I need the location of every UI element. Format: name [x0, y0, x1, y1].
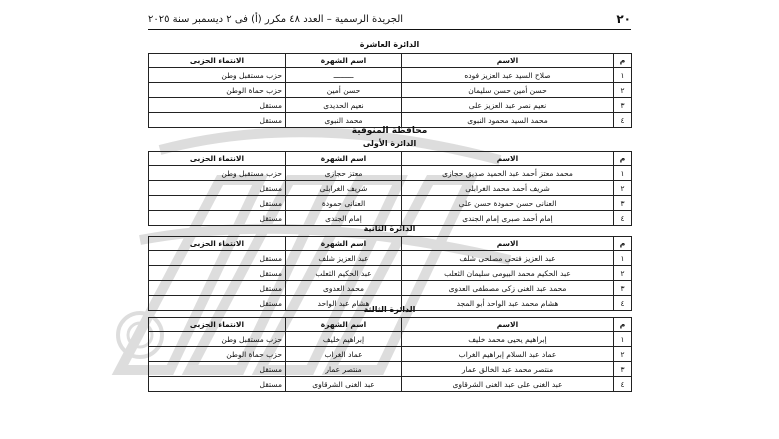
table-header-row — [149, 237, 632, 251]
col-party-header: الانتماء الحزبى — [149, 318, 286, 332]
row-name: هشام محمد عبد الواحد أبو المجد — [402, 296, 614, 311]
row-num: ٤ — [614, 211, 632, 226]
header-rule — [148, 29, 631, 30]
table-row — [149, 281, 632, 296]
row-party: حزب مستقبل وطن — [149, 332, 286, 347]
col-nickname-header: اسم الشهرة — [286, 318, 402, 332]
row-name: منتصر محمد عبد الخالق عمار — [402, 362, 614, 377]
row-party: مستقل — [149, 211, 286, 226]
col-name-header: الاسم — [402, 54, 614, 68]
district-title: الدائرة الثالثة — [363, 305, 416, 314]
governorate-title: محافظة المنوفية — [351, 126, 428, 136]
table-row — [149, 377, 632, 392]
row-name: إبراهيم يحيى محمد خليف — [402, 332, 614, 347]
row-party: مستقل — [149, 113, 286, 128]
row-num: ١ — [614, 166, 632, 181]
page-number: ٢٠ — [616, 12, 631, 26]
row-name: محمد عبد الغنى زكى مصطفى العدوى — [402, 281, 614, 296]
row-nickname: إمام الجندى — [286, 211, 402, 226]
row-name: شريف أحمد محمد الغرابلى — [402, 181, 614, 196]
row-name: حسن أمين حسن سليمان — [402, 83, 614, 98]
table-row — [149, 251, 632, 266]
gazette-title: الجريدة الرسمية – العدد ٤٨ مكرر (أ) فى ٢ ديسمبر سنة ٢٠٢٥ — [148, 13, 404, 25]
candidates-table — [148, 317, 632, 392]
row-name: عبد الحكيم محمد البيومى سليمان الثعلب — [402, 266, 614, 281]
col-party-header: الانتماء الحزبى — [149, 152, 286, 166]
row-num: ٣ — [614, 362, 632, 377]
col-nickname-header: اسم الشهرة — [286, 237, 402, 251]
row-nickname: إبراهيم خليف — [286, 332, 402, 347]
table-row — [149, 332, 632, 347]
candidates-table — [148, 151, 632, 226]
row-num: ٤ — [614, 113, 632, 128]
row-nickname: منتصر عمار — [286, 362, 402, 377]
row-name: صلاح السيد عبد العزيز فوده — [402, 68, 614, 83]
row-num: ٣ — [614, 196, 632, 211]
table-header-row — [149, 318, 632, 332]
row-party: حزب حماة الوطن — [149, 347, 286, 362]
row-party: مستقل — [149, 362, 286, 377]
row-party: حزب مستقبل وطن — [149, 166, 286, 181]
row-num: ٣ — [614, 281, 632, 296]
col-nickname-header: اسم الشهرة — [286, 152, 402, 166]
row-num: ٤ — [614, 377, 632, 392]
row-nickname: عبد الحكيم الثعلب — [286, 266, 402, 281]
row-num: ١ — [614, 68, 632, 83]
row-nickname: شريف الغرابلى — [286, 181, 402, 196]
row-name: نعيم نصر عبد العزيز على — [402, 98, 614, 113]
row-num: ١ — [614, 251, 632, 266]
table-row — [149, 347, 632, 362]
row-party: مستقل — [149, 377, 286, 392]
row-nickname: عماد الغراب — [286, 347, 402, 362]
row-party: مستقل — [149, 281, 286, 296]
row-nickname: ـــــــــ — [286, 68, 402, 83]
table-row — [149, 181, 632, 196]
row-nickname: عبد العزيز شلف — [286, 251, 402, 266]
row-name: محمد معتز أحمد عبد الحميد صديق حجازى — [402, 166, 614, 181]
row-party: مستقل — [149, 251, 286, 266]
row-name: عبد العزيز فتحى مصلحى شلف — [402, 251, 614, 266]
row-name: إمام أحمد صبرى إمام الجندى — [402, 211, 614, 226]
table-header-row — [149, 54, 632, 68]
row-nickname: معتز حجازى — [286, 166, 402, 181]
col-num-header: م — [614, 237, 632, 251]
row-name: عماد عبد السلام إبراهيم الغراب — [402, 347, 614, 362]
row-name: محمد السيد محمود النبوى — [402, 113, 614, 128]
table-row — [149, 98, 632, 113]
col-name-header: الاسم — [402, 152, 614, 166]
row-party: مستقل — [149, 296, 286, 311]
row-party: حزب حماة الوطن — [149, 83, 286, 98]
district-title: الدائرة الأولى — [362, 139, 417, 148]
row-nickname: نعيم الحديدى — [286, 98, 402, 113]
row-nickname: محمد النبوى — [286, 113, 402, 128]
col-party-header: الانتماء الحزبى — [149, 54, 286, 68]
col-name-header: الاسم — [402, 318, 614, 332]
table-row — [149, 68, 632, 83]
table-header-row — [149, 152, 632, 166]
row-party: مستقل — [149, 266, 286, 281]
row-num: ٤ — [614, 296, 632, 311]
table-row — [149, 83, 632, 98]
district-title: الدائرة الثانية — [363, 224, 416, 233]
row-num: ٢ — [614, 83, 632, 98]
row-nickname: هشام عبد الواحد — [286, 296, 402, 311]
candidates-table — [148, 236, 632, 311]
row-num: ١ — [614, 332, 632, 347]
row-nickname: العنانى حمودة — [286, 196, 402, 211]
col-nickname-header: اسم الشهرة — [286, 54, 402, 68]
row-name: العنانى حسن حمودة حسن على — [402, 196, 614, 211]
row-nickname: عبد الغنى الشرقاوى — [286, 377, 402, 392]
row-num: ٢ — [614, 181, 632, 196]
row-num: ٢ — [614, 347, 632, 362]
col-name-header: الاسم — [402, 237, 614, 251]
row-party: مستقل — [149, 98, 286, 113]
table-row — [149, 266, 632, 281]
row-party: حزب مستقبل وطن — [149, 68, 286, 83]
row-nickname: حسن أمين — [286, 83, 402, 98]
table-row — [149, 196, 632, 211]
row-name: عبد الغنى على عبد الغنى الشرقاوى — [402, 377, 614, 392]
row-party: مستقل — [149, 181, 286, 196]
row-nickname: محمد العدوى — [286, 281, 402, 296]
district-title: الدائرة العاشرة — [359, 40, 420, 49]
col-party-header: الانتماء الحزبى — [149, 237, 286, 251]
candidates-table — [148, 53, 632, 128]
col-num-header: م — [614, 54, 632, 68]
col-num-header: م — [614, 318, 632, 332]
col-num-header: م — [614, 152, 632, 166]
row-num: ٢ — [614, 266, 632, 281]
row-num: ٣ — [614, 98, 632, 113]
page-header — [148, 8, 631, 30]
row-party: مستقل — [149, 196, 286, 211]
table-row — [149, 166, 632, 181]
table-row — [149, 362, 632, 377]
